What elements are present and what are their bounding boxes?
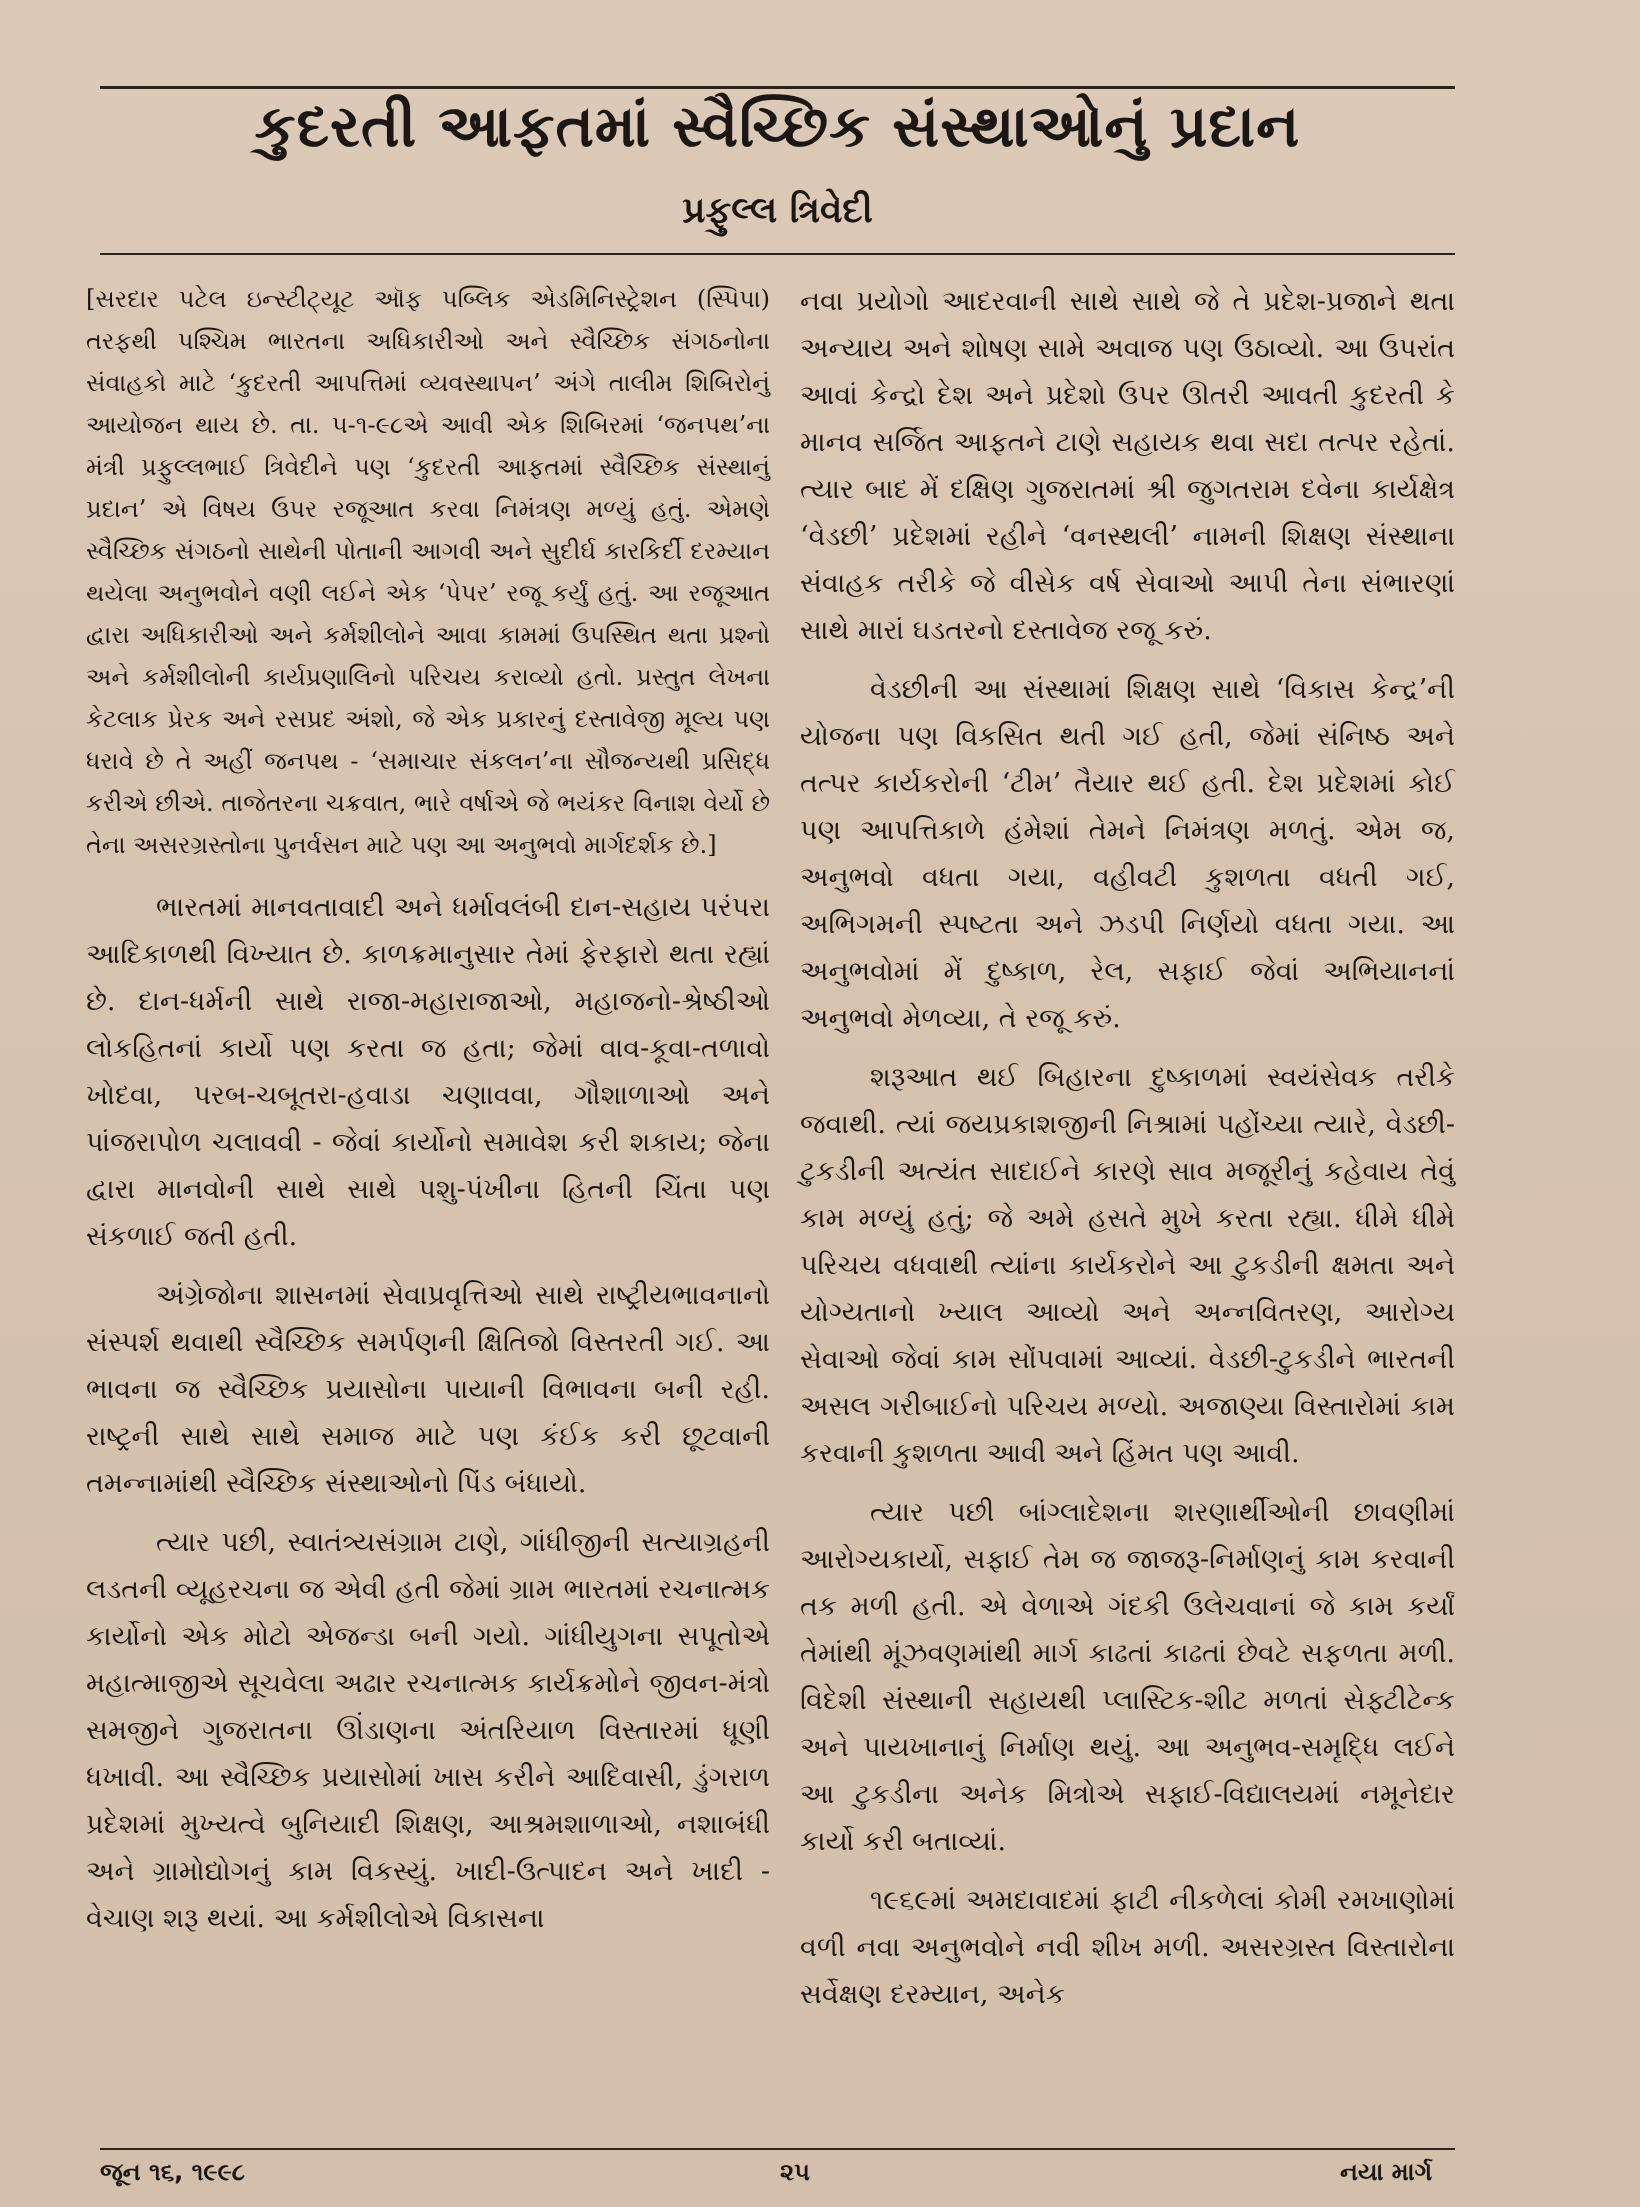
right-column: [800, 278, 1455, 2018]
paragraph: વેડછીની આ સંસ્થામાં શિક્ષણ સાથે ‘વિકાસ કેન્દ્ર’ની યોજના પણ વિકસિત થતી ગઈ હતી, જેમાં સંનિષ્ઠ અને તત્પર કાર્યકરોની ‘ટીમ’ તૈયાર થઈ હતી. દેશ પ્રદેશમાં કોઈ પણ આપત્તિકાળે હંમેશાં તેમને નિમંત્રણ મળતું. એમ જ, અનુભવો વધતા ગયા, વહીવટી કુશળતા વધતી ગઈ, અભિગમની સ્પષ્ટતા અને ઝડપી નિર્ણયો વધતા ગયા. આ અનુભવોમાં મેં દુષ્કાળ, રેલ, સફાઈ જેવાં અભિયાનનાં અનુભવો મેળવ્યા, તે રજૂ કરું.: [800, 674, 1455, 1034]
paragraph: ભારતમાં માનવતાવાદી અને ધર્માવલંબી દાન-સહાય પરંપરા આદિકાળથી વિખ્યાત છે. કાળક્રમાનુસાર તેમાં ફેરફારો થતા રહ્યાં છે. દાન-ધર્મની સાથે રાજા-મહારાજાઓ, મહાજનો-શ્રેષ્ઠીઓ લોકહિતનાં કાર્યો પણ કરતા જ હતા; જેમાં વાવ-કૂવા-તળાવો ખોદવા, પરબ-ચબૂતરા-હવાડા ચણાવવા, ગૌશાળાઓ અને પાંજરાપોળ ચલાવવી - જેવાં કાર્યોનો સમાવેશ કરી શકાય; જેના દ્વારા માનવોની સાથે સાથે પશુ-પંખીના હિતની ચિંતા પણ સંકળાઈ જતી હતી.: [86, 892, 770, 1252]
title-divider: [100, 253, 1455, 255]
paragraph: શરૂઆત થઈ બિહારના દુષ્કાળમાં સ્વયંસેવક તરીકે જવાથી. ત્યાં જયપ્રકાશજીની નિશ્રામાં પહોંચ્યા ત્યારે, વેડછી-ટુકડીની અત્યંત સાદાઈને કારણે સાવ મજૂરીનું કહેવાય તેવું કામ મળ્યું હતું; જે અમે હસતે મુખે કરતા રહ્યા. ધીમે ધીમે પરિચય વધવાથી ત્યાંના કાર્યકરોને આ ટુકડીની ક્ષમતા અને યોગ્યતાનો ખ્યાલ આવ્યો અને અન્નવિતરણ, આરોગ્ય સેવાઓ જેવાં કામ સોંપવામાં આવ્યાં. વેડછી-ટુકડીને ભારતની અસલ ગરીબાઈનો પરિચય મળ્યો. અજાણ્યા વિસ્તારોમાં કામ કરવાની કુશળતા આવી અને હિંમત પણ આવી.: [800, 1062, 1455, 1469]
top-rule: [100, 86, 1455, 89]
footer-rule: [100, 2148, 1455, 2150]
editor-intro: [સરદાર પટેલ ઇન્સ્ટીટ્યૂટ ઑફ પબ્લિક એડમિનિસ્ટ્રેશન (સ્પિપા) તરફથી પશ્ચિમ ભારતના અધિકારીઓ અને સ્વૈચ્છિક સંગઠનોના સંવાહકો માટે ‘કુદરતી આપત્તિમાં વ્યવસ્થાપન’ અંગે તાલીમ શિબિરોનું આયોજન થાય છે. તા. ૫-૧-૯૮એ આવી એક શિબિરમાં ‘જનપથ’ના મંત્રી પ્રફુલ્લભાઈ ત્રિવેદીને પણ ‘કુદરતી આફતમાં સ્વૈચ્છિક સંસ્થાનું પ્રદાન’ એ વિષય ઉપર રજૂઆત કરવા નિમંત્રણ મળ્યું હતું. એમણે સ્વૈચ્છિક સંગઠનો સાથેની પોતાની આગવી અને સુદીર્ઘ કારકિર્દી દરમ્યાન થયેલા અનુભવોને વણી લઈને એક ‘પેપર’ રજૂ કર્યું હતું. આ રજૂઆત દ્વારા અધિકારીઓ અને કર્મશીલોને આવા કામમાં ઉપસ્થિત થતા પ્રશ્નો અને કર્મશીલોની કાર્યપ્રણાલિનો પરિચય કરાવ્યો હતો. પ્રસ્તુત લેખના કેટલાક પ્રેરક અને રસપ્રદ અંશો, જે એક પ્રકારનું દસ્તાવેજી મૂલ્ય પણ ધરાવે છે તે અહીં જનપથ - ‘સમાચાર સંકલન’ના સૌજન્યથી પ્રસિદ્ધ કરીએ છીએ. તાજેતરના ચક્રવાત, ભારે વર્ષાએ જે ભયંકર વિનાશ વેર્યો છે તેના અસરગ્રસ્તોના પુનર્વસન માટે પણ આ અનુભવો માર્ગદર્શક છે.]: [86, 285, 770, 859]
magazine-name: નયા માર્ગ: [1340, 2158, 1433, 2186]
article-title: કુદરતી આફતમાં સ્વૈચ્છિક સંસ્થાઓનું પ્રદાન: [254, 92, 1301, 160]
paragraph: અંગ્રેજોના શાસનમાં સેવાપ્રવૃત્તિઓ સાથે રાષ્ટ્રીયભાવનાનો સંસ્પર્શ થવાથી સ્વૈચ્છિક સમર્પણની ક્ષિતિજો વિસ્તરતી ગઈ. આ ભાવના જ સ્વૈચ્છિક પ્રયાસોના પાયાની વિભાવના બની રહી. રાષ્ટ્રની સાથે સાથે સમાજ માટે પણ કંઈક કરી છૂટવાની તમન્નામાંથી સ્વૈચ્છિક સંસ્થાઓનો પિંડ બંધાયો.: [86, 1280, 770, 1499]
paragraph: ત્યાર પછી, સ્વાતંત્ર્યસંગ્રામ ટાણે, ગાંધીજીની સત્યાગ્રહની લડતની વ્યૂહરચના જ એવી હતી જેમાં ગ્રામ ભારતમાં રચનાત્મક કાર્યોનો એક મોટો એજન્ડા બની ગયો. ગાંધીયુગના સપૂતોએ મહાત્માજીએ સૂચવેલા અઢાર રચનાત્મક કાર્યક્રમોને જીવન-મંત્રો સમજીને ગુજરાતના ઊંડાણના અંતરિયાળ વિસ્તારમાં ધૂણી ધખાવી. આ સ્વૈચ્છિક પ્રયાસોમાં ખાસ કરીને આદિવાસી, ડુંગરાળ પ્રદેશમાં મુખ્યત્વે બુનિયાદી શિક્ષણ, આશ્રમશાળાઓ, નશાબંધી અને ગ્રામોદ્યોગનું કામ વિકસ્યું. ખાદી-ઉત્પાદન અને ખાદી - વેચાણ શરૂ થયાં. આ કર્મશીલોએ વિકાસના: [86, 1527, 770, 1934]
paragraph: નવા પ્રયોગો આદરવાની સાથે સાથે જે તે પ્રદેશ-પ્રજાને થતા અન્યાય અને શોષણ સામે અવાજ પણ ઉઠાવ્યો. આ ઉપરાંત આવાં કેન્દ્રો દેશ અને પ્રદેશો ઉપર ઊતરી આવતી કુદરતી કે માનવ સર્જિત આફતને ટાણે સહાયક થવા સદા તત્પર રહેતાં. ત્યાર બાદ મેં દક્ષિણ ગુજરાતમાં શ્રી જુગતરામ દવેના કાર્યક્ષેત્ર ‘વેડછી’ પ્રદેશમાં રહીને ‘વનસ્થલી’ નામની શિક્ષણ સંસ્થાના સંવાહક તરીકે જે વીસેક વર્ષ સેવાઓ આપી તેના સંભારણાં સાથે મારાં ઘડતરનો દસ્તાવેજ રજૂ કરું.: [800, 286, 1455, 646]
issue-date: જૂન ૧૬, ૧૯૯૮: [100, 2158, 245, 2186]
article-author: પ્રફુલ્લ ત્રિવેદી: [682, 190, 873, 231]
page-number: ૨૫: [780, 2158, 810, 2186]
paragraph: ત્યાર પછી બાંગ્લાદેશના શરણાર્થીઓની છાવણીમાં આરોગ્યકાર્યો, સફાઈ તેમ જ જાજરૂ-નિર્માણનું કામ કરવાની તક મળી હતી. એ વેળાએ ગંદકી ઉલેચવાનાં જે કામ કર્યાં તેમાંથી મૂંઝવણમાંથી માર્ગ કાઢતાં કાઢતાં છેવટે સફળતા મળી. વિદેશી સંસ્થાની સહાયથી પ્લાસ્ટિક-શીટ મળતાં સેફ્ટીટેન્ક અને પાયખાનાનું નિર્માણ થયું. આ અનુભવ-સમૃદ્ધિ લઈને આ ટુકડીના અનેક મિત્રોએ સફાઈ-વિદ્યાલયમાં નમૂનેદાર કાર્યો કરી બતાવ્યાં.: [800, 1497, 1455, 1857]
paragraph: ૧૯૬૯માં અમદાવાદમાં ફાટી નીકળેલાં કોમી રમખાણોમાં વળી નવા અનુભવોને નવી શીખ મળી. અસરગ્રસ્ત વિસ્તારોના સર્વેક્ષણ દરમ્યાન, અનેક: [800, 1885, 1455, 2010]
left-column: [86, 278, 770, 1942]
